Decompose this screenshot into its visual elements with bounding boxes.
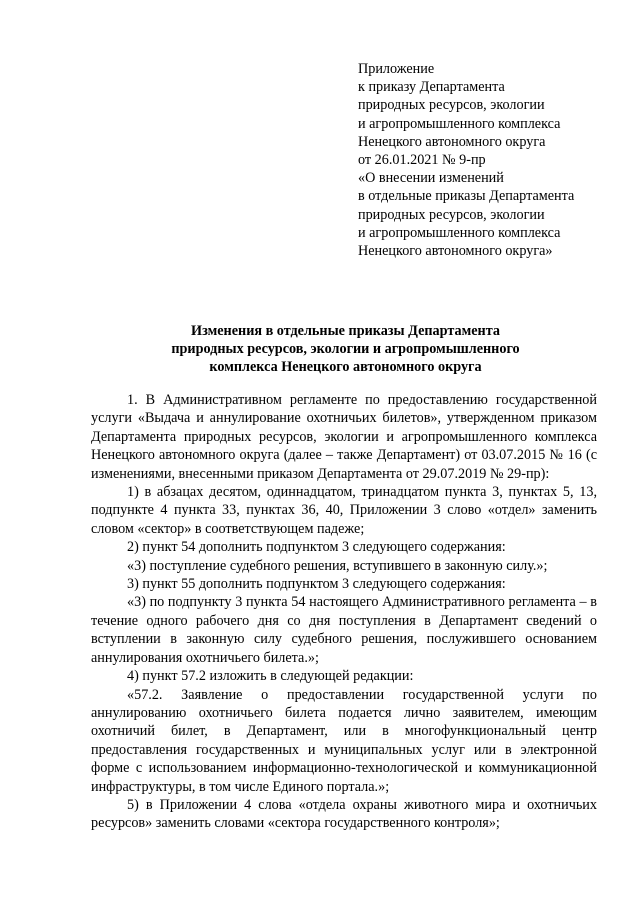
paragraph-subitem-1: 1) в абзацах десятом, одиннадцатом, тринадцатом пункта 3, пунктах 5, 13, подпункте 4 пункта 33, пунктах 36, 40, Приложении 3 слово «отдел» заменить словом «сектор» в соответствующем падеже; bbox=[91, 484, 597, 537]
title-line: природных ресурсов, экологии и агропромышленного bbox=[171, 341, 520, 358]
paragraph-quote-3: «57.2. Заявление о предоставлении государственной услуги по аннулированию охотничьего билета подается лично заявителем, имеющим охотничий билет, в Департамент, или в многофункциональный центр предоставления государственных и муниципальных услуг или в электронной форме с использованием информационно-технологической и коммуникационной инфраструктуры, в том числе Единого портала.»; bbox=[91, 686, 597, 795]
appendix-line: к приказу Департамента bbox=[358, 79, 505, 96]
paragraph-subitem-2: 2) пункт 54 дополнить подпунктом 3 следующего содержания: bbox=[127, 539, 506, 556]
paragraph-item-1: 1. В Административном регламенте по предоставлению государственной услуги «Выдача и аннулирование охотничьих билетов», утвержденном приказом Департамента природных ресурсов, экологии и агропромышленного комплекса Ненецкого автономного округа (далее – также Департамент) от 03.07.2015 № 16 (с изменениями, внесенными приказом Департамента от 29.07.2019 № 29-пр): bbox=[91, 392, 597, 482]
document-body bbox=[91, 391, 597, 833]
title-line: комплекса Ненецкого автономного округа bbox=[209, 359, 482, 376]
appendix-line: от 26.01.2021 № 9-пр bbox=[358, 152, 486, 169]
paragraph-quote-1: «3) поступление судебного решения, вступившего в законную силу.»; bbox=[127, 557, 548, 574]
paragraph-subitem-3: 3) пункт 55 дополнить подпунктом 3 следующего содержания: bbox=[127, 576, 506, 593]
document-title bbox=[80, 322, 611, 377]
appendix-line: Ненецкого автономного округа» bbox=[358, 243, 553, 260]
appendix-line: и агропромышленного комплекса bbox=[358, 115, 561, 132]
appendix-line: Ненецкого автономного округа bbox=[358, 133, 546, 150]
appendix-line: и агропромышленного комплекса bbox=[358, 224, 561, 241]
paragraph-subitem-4: 4) пункт 57.2 изложить в следующей редакции: bbox=[127, 668, 414, 685]
paragraph-subitem-5: 5) в Приложении 4 слова «отдела охраны животного мира и охотничьих ресурсов» заменить словами «сектора государственного контроля»; bbox=[91, 796, 597, 832]
appendix-line: в отдельные приказы Департамента bbox=[358, 188, 575, 205]
appendix-line: природных ресурсов, экологии bbox=[358, 97, 545, 114]
appendix-line: природных ресурсов, экологии bbox=[358, 206, 545, 223]
appendix-line: Приложение bbox=[358, 61, 435, 77]
title-line: Изменения в отдельные приказы Департамента bbox=[191, 323, 500, 339]
paragraph-quote-2: «3) по подпункту 3 пункта 54 настоящего Административного регламента – в течение одного рабочего дня со дня поступления в Департамент сведений о вступлении в законную силу судебного решения, послужившего основанием аннулирования охотничьего билета.»; bbox=[91, 594, 597, 666]
appendix-line: «О внесении изменений bbox=[358, 170, 504, 187]
appendix-reference bbox=[358, 60, 628, 260]
